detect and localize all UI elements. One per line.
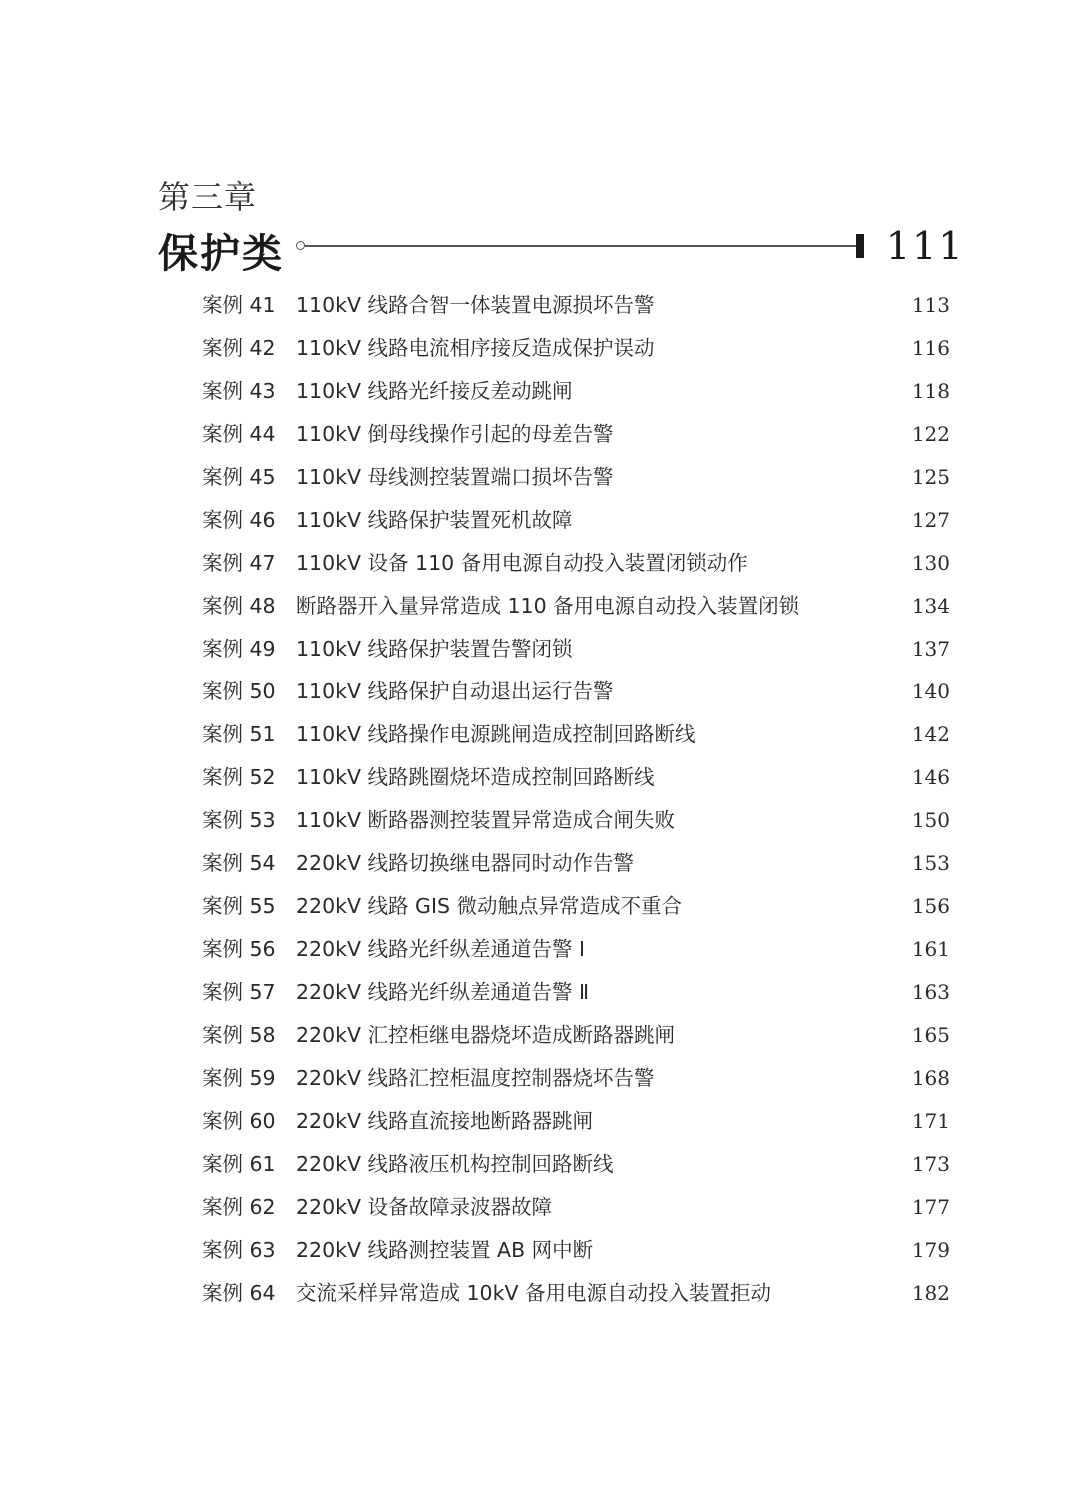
toc-case-number: 案例 43 (202, 378, 276, 403)
toc-case-number: 案例 48 (202, 593, 276, 618)
toc-page-number: 122 (911, 421, 950, 446)
toc-entry[interactable] (202, 545, 950, 588)
toc-entry[interactable] (202, 716, 950, 759)
toc-case-number: 案例 46 (202, 507, 276, 532)
toc-case-number: 案例 57 (202, 980, 276, 1004)
toc-page-number: 140 (911, 679, 950, 704)
toc-page-number: 146 (911, 765, 950, 790)
toc-entry[interactable] (202, 888, 950, 931)
toc-entry-title: 220kV 线路直流接地断路器跳闸 (296, 1108, 594, 1133)
toc-case-number: 案例 41 (202, 293, 276, 317)
toc-case-number: 案例 47 (202, 550, 276, 575)
toc-entry[interactable] (202, 1103, 950, 1146)
toc-entry-title: 110kV 线路保护装置死机故障 (296, 507, 573, 532)
toc-case-number: 案例 63 (202, 1237, 276, 1262)
toc-entry[interactable] (202, 1060, 950, 1103)
rule-line (305, 245, 857, 247)
toc-entry[interactable] (202, 631, 950, 674)
toc-entry[interactable] (202, 373, 950, 416)
section-title: 保护类 (158, 231, 284, 277)
toc-entry-title: 110kV 线路保护自动退出运行告警 (296, 679, 614, 704)
toc-entry-title: 220kV 线路光纤纵差通道告警 Ⅰ (296, 937, 586, 962)
toc-page-number: 116 (911, 335, 950, 360)
toc-entry[interactable] (202, 1189, 950, 1232)
toc-case-number: 案例 42 (202, 335, 276, 360)
toc-case-number: 案例 52 (202, 765, 276, 790)
toc-case-number: 案例 53 (202, 808, 276, 833)
toc-entry[interactable] (202, 1146, 950, 1189)
toc-entry[interactable] (202, 588, 950, 631)
toc-entry-title: 110kV 线路合智一体装置电源损坏告警 (296, 293, 655, 317)
toc-case-number: 案例 50 (202, 679, 276, 704)
toc-case-number: 案例 60 (202, 1108, 276, 1133)
toc-case-number: 案例 49 (202, 636, 276, 661)
toc-entry[interactable] (202, 673, 950, 716)
toc-entry-title: 110kV 线路跳圈烧坏造成控制回路断线 (296, 765, 655, 790)
toc-entry-title: 110kV 线路保护装置告警闭锁 (296, 636, 573, 661)
toc-entry[interactable] (202, 287, 950, 330)
toc-case-number: 案例 64 (202, 1280, 276, 1305)
toc-entry-title: 交流采样异常造成 10kV 备用电源自动投入装置拒动 (296, 1280, 772, 1305)
toc-page-number: 161 (911, 937, 950, 962)
rule-circle-ornament (296, 241, 305, 250)
toc-page-number: 182 (911, 1280, 950, 1305)
toc-entry-title: 110kV 倒母线操作引起的母差告警 (296, 421, 614, 446)
toc-page-number: 177 (911, 1194, 950, 1219)
toc-entry-title: 110kV 线路电流相序接反造成保护误动 (296, 335, 655, 360)
toc-entry[interactable] (202, 845, 950, 888)
toc-entry-title: 110kV 设备 110 备用电源自动投入装置闭锁动作 (296, 550, 748, 575)
chapter-label: 第三章 (158, 178, 258, 216)
toc-entry-title: 220kV 线路液压机构控制回路断线 (296, 1151, 614, 1176)
toc-entry-title: 220kV 线路汇控柜温度控制器烧坏告警 (296, 1065, 655, 1090)
toc-list (202, 287, 950, 1318)
rule-block-marker (856, 234, 864, 258)
toc-entry-title: 110kV 母线测控装置端口损坏告警 (296, 464, 614, 489)
toc-page-number: 179 (911, 1237, 950, 1262)
toc-entry[interactable] (202, 974, 950, 1017)
toc-page-number: 130 (911, 550, 950, 575)
toc-case-number: 案例 44 (202, 421, 276, 446)
toc-entry[interactable] (202, 759, 950, 802)
toc-entry[interactable] (202, 416, 950, 459)
toc-page-number: 142 (911, 722, 950, 747)
toc-page-number: 137 (911, 636, 950, 661)
toc-entry[interactable] (202, 1232, 950, 1275)
toc-page-number: 173 (911, 1151, 950, 1176)
toc-entry[interactable] (202, 931, 950, 974)
toc-case-number: 案例 54 (202, 851, 276, 876)
toc-entry[interactable] (202, 330, 950, 373)
toc-entry-title: 220kV 线路光纤纵差通道告警 Ⅱ (296, 980, 590, 1004)
toc-page-number: 127 (911, 507, 950, 532)
toc-page-number: 171 (911, 1108, 950, 1133)
toc-page-number: 153 (911, 851, 950, 876)
toc-entry-title: 220kV 线路切换继电器同时动作告警 (296, 851, 635, 876)
toc-entry-title: 断路器开入量异常造成 110 备用电源自动投入装置闭锁 (296, 593, 800, 618)
toc-page-number: 168 (911, 1065, 950, 1090)
toc-entry[interactable] (202, 1275, 950, 1318)
toc-page-number: 163 (911, 980, 950, 1004)
toc-entry-title: 220kV 线路 GIS 微动触点异常造成不重合 (296, 894, 683, 919)
toc-entry-title: 220kV 汇控柜继电器烧坏造成断路器跳闸 (296, 1022, 676, 1047)
toc-case-number: 案例 59 (202, 1065, 276, 1090)
toc-page-number: 165 (911, 1022, 950, 1047)
toc-case-number: 案例 51 (202, 722, 276, 747)
toc-page-number: 156 (911, 894, 950, 919)
toc-entry-title: 220kV 设备故障录波器故障 (296, 1194, 553, 1219)
toc-entry[interactable] (202, 502, 950, 545)
toc-entry[interactable] (202, 459, 950, 502)
toc-case-number: 案例 61 (202, 1151, 276, 1176)
toc-entry[interactable] (202, 1017, 950, 1060)
toc-entry-title: 110kV 线路光纤接反差动跳闸 (296, 378, 573, 403)
toc-entry[interactable] (202, 802, 950, 845)
toc-page-number: 150 (911, 808, 950, 833)
toc-case-number: 案例 62 (202, 1194, 276, 1219)
section-page-number: 111 (886, 224, 965, 268)
toc-case-number: 案例 56 (202, 937, 276, 962)
toc-entry-title: 220kV 线路测控装置 AB 网中断 (296, 1237, 594, 1262)
toc-page-number: 125 (911, 464, 950, 489)
toc-case-number: 案例 55 (202, 894, 276, 919)
toc-case-number: 案例 58 (202, 1022, 276, 1047)
toc-page-number: 118 (911, 378, 950, 403)
toc-entry-title: 110kV 断路器测控装置异常造成合闸失败 (296, 808, 676, 833)
toc-page-number: 134 (911, 593, 950, 618)
toc-case-number: 案例 45 (202, 464, 276, 489)
toc-entry-title: 110kV 线路操作电源跳闸造成控制回路断线 (296, 722, 696, 747)
toc-page-number: 113 (911, 293, 950, 317)
